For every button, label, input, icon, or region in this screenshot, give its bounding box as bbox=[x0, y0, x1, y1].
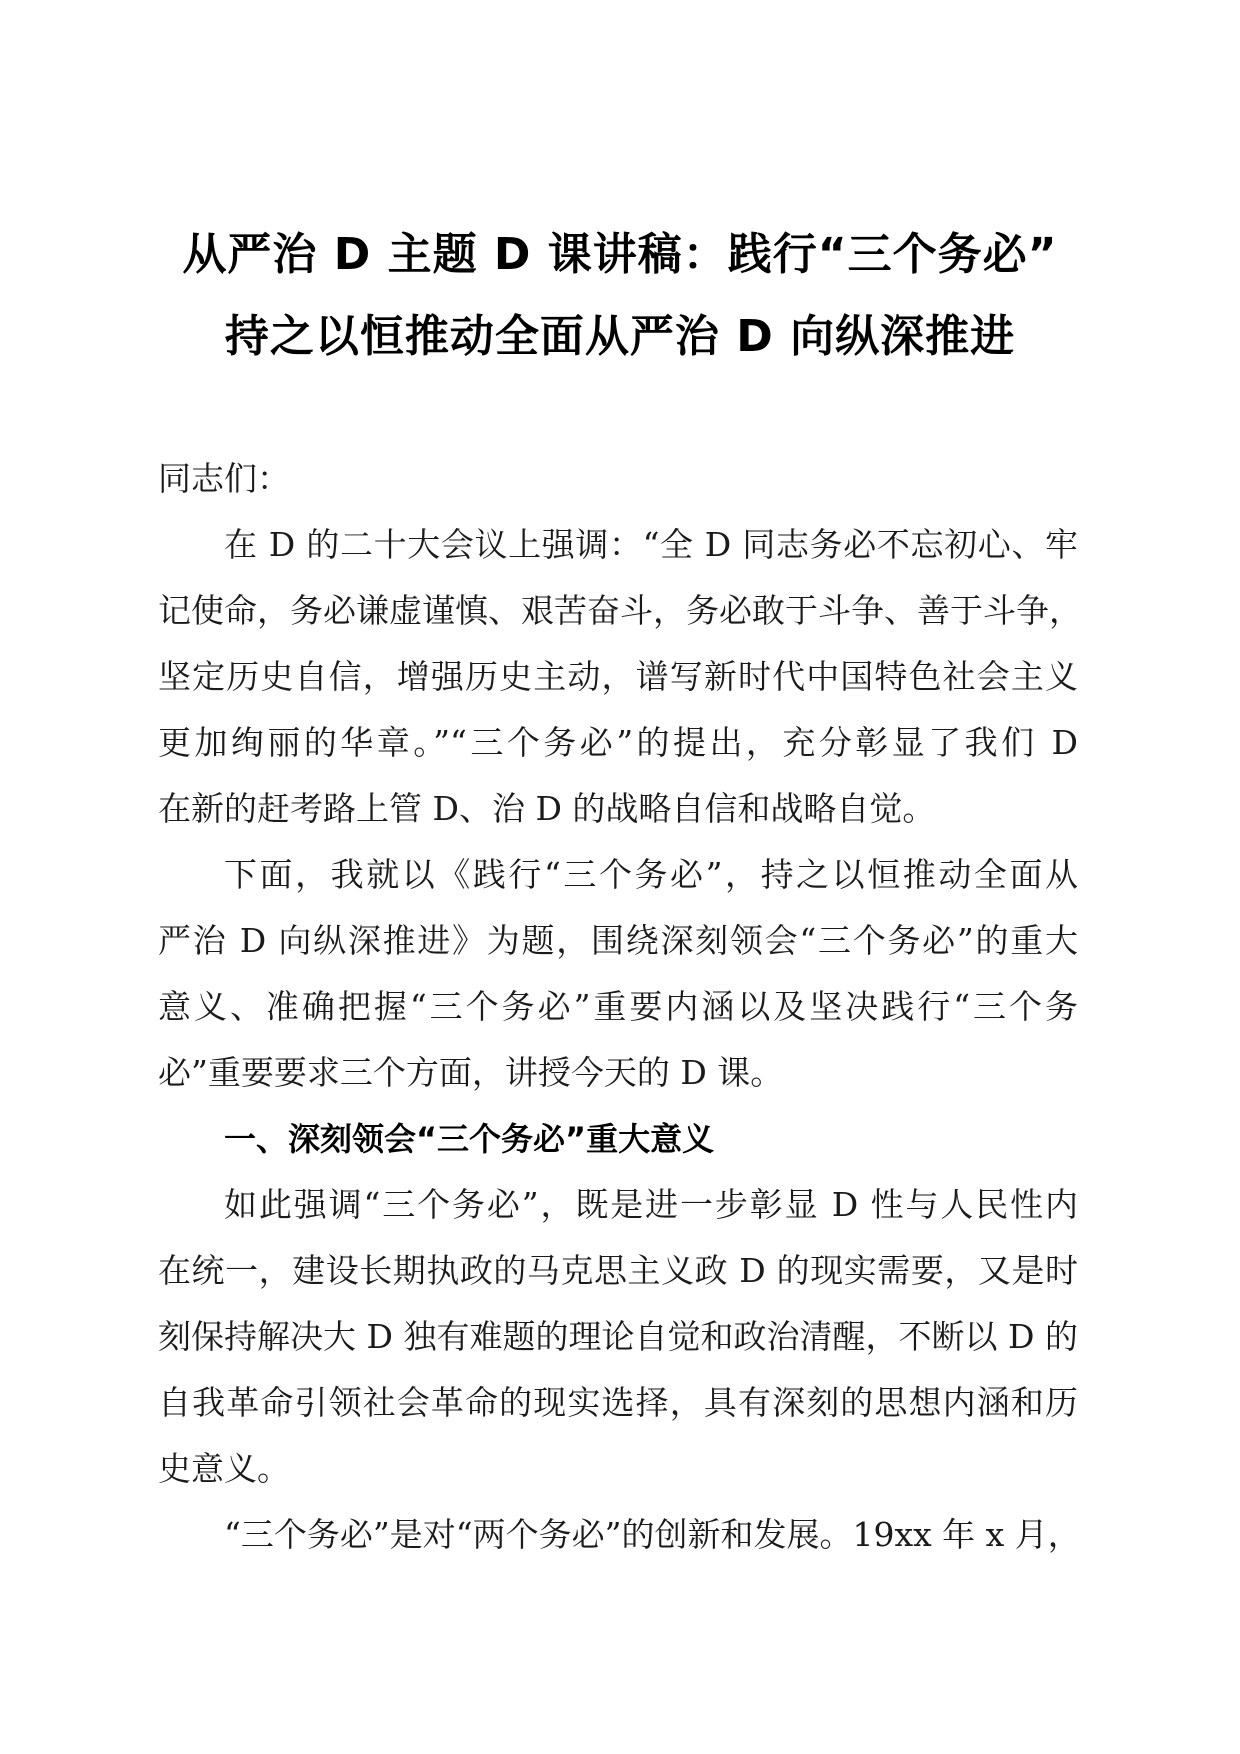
paragraph-line: 在 D 的二十大会议上强调：“全 D 同志务必不忘初心、牢 bbox=[224, 525, 1078, 564]
document-title bbox=[120, 214, 1120, 378]
paragraph-line: 自我革命引领社会革命的现实选择，具有深刻的思想内涵和历 bbox=[158, 1383, 1078, 1422]
section-heading-1: 一、深刻领会“三个务必”重大意义 bbox=[224, 1120, 715, 1158]
paragraph-line: 刻保持解决大 D 独有难题的理论自觉和政治清醒，不断以 D 的 bbox=[158, 1317, 1078, 1356]
paragraph-line: 严治 D 向纵深推进》为题，围绕深刻领会“三个务必”的重大 bbox=[158, 921, 1078, 960]
salutation: 同志们： bbox=[158, 459, 290, 498]
paragraph-line: “三个务必”是对“两个务必”的创新和发展。19xx 年 x 月， bbox=[224, 1515, 1081, 1554]
paragraph-line: 下面，我就以《践行“三个务必”，持之以恒推动全面从 bbox=[224, 855, 1078, 894]
paragraph-line: 必”重要要求三个方面，讲授今天的 D 课。 bbox=[158, 1053, 784, 1092]
paragraph-line: 在统一，建设长期执政的马克思主义政 D 的现实需要，又是时 bbox=[158, 1251, 1078, 1290]
document-body bbox=[158, 446, 1082, 1568]
paragraph-line: 史意义。 bbox=[158, 1449, 290, 1488]
paragraph-2 bbox=[158, 842, 1078, 1106]
paragraph-line: 意义、准确把握“三个务必”重要内涵以及坚决践行“三个务 bbox=[158, 987, 1078, 1026]
paragraph-line: 如此强调“三个务必”，既是进一步彰显 D 性与人民性内 bbox=[224, 1185, 1078, 1224]
paragraph-line: 记使命，务必谦虚谨慎、艰苦奋斗，务必敢于斗争、善于斗争， bbox=[158, 591, 1082, 630]
paragraph-line: 坚定历史自信，增强历史主动，谱写新时代中国特色社会主义 bbox=[158, 657, 1078, 696]
title-line-1: 从严治 D 主题 D 课讲稿：践行“三个务必” bbox=[182, 229, 1058, 280]
paragraph-line: 在新的赶考路上管 D、治 D 的战略自信和战略自觉。 bbox=[158, 789, 936, 828]
title-line-2: 持之以恒推动全面从严治 D 向纵深推进 bbox=[224, 311, 1016, 362]
paragraph-1 bbox=[158, 512, 1082, 842]
paragraph-4 bbox=[158, 1502, 1081, 1568]
paragraph-3 bbox=[158, 1172, 1078, 1502]
paragraph-line: 更加绚丽的华章。”“三个务必”的提出，充分彰显了我们 D bbox=[158, 723, 1078, 762]
